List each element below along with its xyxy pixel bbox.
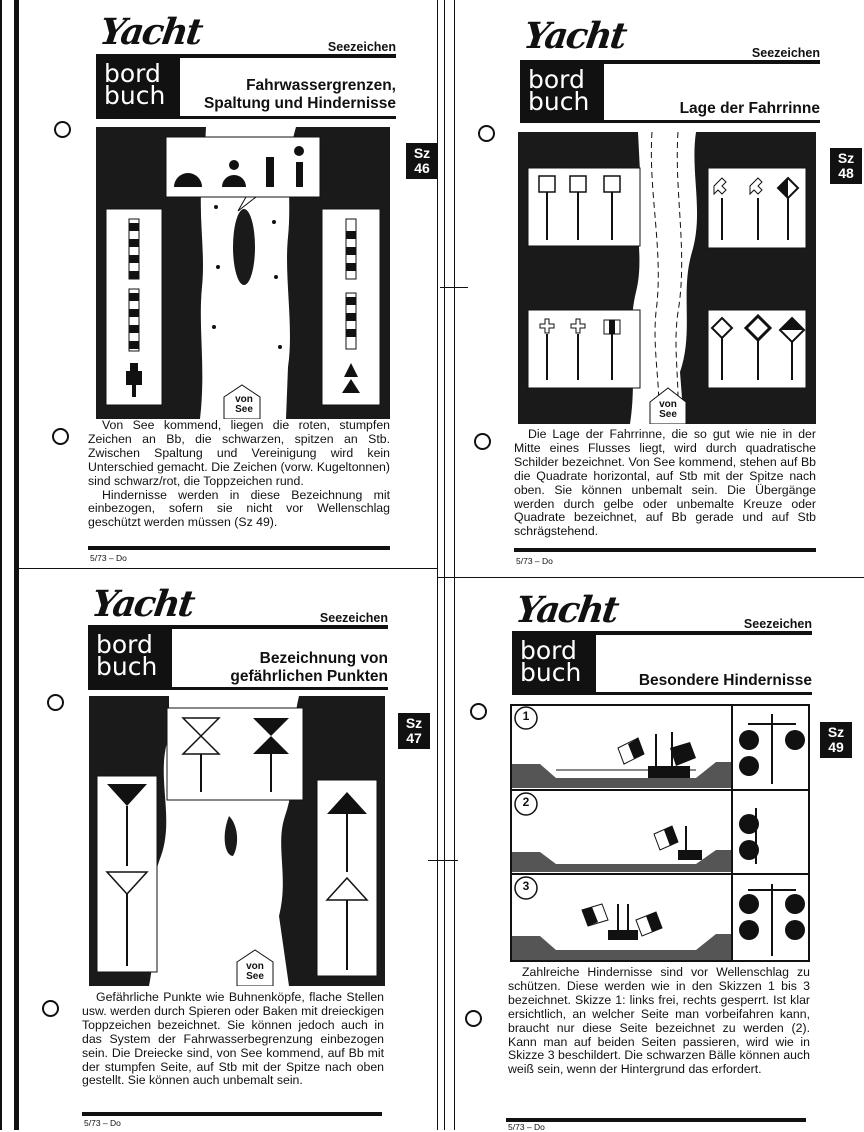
body-text bbox=[82, 991, 384, 1088]
card-title bbox=[172, 650, 388, 686]
bordbuch-box bbox=[520, 64, 604, 122]
book-line1: bord bbox=[96, 630, 153, 659]
page-divider-right2 bbox=[454, 0, 455, 1130]
footer-rule bbox=[506, 1118, 806, 1122]
figure-label-line1: von bbox=[246, 961, 264, 972]
tag-number: 48 bbox=[838, 165, 854, 181]
card-tag bbox=[820, 722, 852, 758]
punch-hole bbox=[47, 694, 64, 711]
body-paragraph: Die Lage der Fahrrinne, die so gut wie nie in der Mitte eines Flusses liegt, wird durch quadratische Schilder bezeichnet. Von See kommend, stehen auf Bb die Quadrate horizontal, auf Stb mit der Spitze nach oben. Sie können unbemalt sein. Die Übergänge werden durch gelbe oder unbemalte Kreuze oder Quadrate bezeichnet, auf Bb gerade und auf Stb schrägstehend. bbox=[514, 427, 816, 539]
figure-label bbox=[230, 395, 258, 415]
figure-special-obstacles bbox=[510, 704, 810, 962]
punch-hole bbox=[474, 433, 491, 450]
brand-logo: Yacht bbox=[521, 15, 628, 57]
bordbuch-box bbox=[512, 635, 596, 693]
book-line2: buch bbox=[96, 652, 158, 681]
book-line2: buch bbox=[528, 87, 590, 116]
title-line1: Bezeichnung von bbox=[259, 650, 388, 667]
scan-left-edge bbox=[0, 0, 2, 1130]
card-title bbox=[598, 672, 812, 690]
section-label: Seezeichen bbox=[751, 46, 820, 60]
footer-rule bbox=[514, 548, 816, 552]
bordbuch-box bbox=[88, 629, 172, 687]
figure-dangerous-points bbox=[89, 696, 385, 986]
cut-mark bbox=[440, 287, 468, 288]
section-label: Seezeichen bbox=[743, 617, 812, 631]
punch-hole bbox=[465, 1010, 482, 1027]
punch-hole bbox=[470, 703, 487, 720]
title-line1: Fahrwassergrenzen, bbox=[246, 77, 396, 94]
footer-code: 5/73 – Do bbox=[90, 553, 127, 563]
book-line1: bord bbox=[520, 636, 577, 665]
card-title bbox=[606, 100, 820, 118]
tag-prefix: Sz bbox=[405, 715, 423, 731]
scan-binding-strip bbox=[14, 0, 19, 1130]
figure-label-line2: See bbox=[246, 971, 264, 982]
book-line1: bord bbox=[104, 59, 161, 88]
title-line2: gefährlichen Punkten bbox=[230, 668, 388, 685]
book-line1: bord bbox=[528, 65, 585, 94]
tag-number: 49 bbox=[828, 739, 844, 755]
title-rule bbox=[520, 120, 820, 123]
punch-hole bbox=[52, 428, 69, 445]
card-tag bbox=[398, 713, 430, 749]
title-rule bbox=[88, 687, 388, 690]
brand-logo: Yacht bbox=[513, 589, 620, 631]
figure-label-line2: See bbox=[235, 404, 253, 415]
tag-number: 46 bbox=[414, 160, 430, 176]
body-paragraph: Zahlreiche Hindernisse sind vor Wellenschlag zu schützen. Diese werden wie in den Skizzen 1 bis 3 bezeichnet. Skizze 1: links frei, rechts gesperrt. Ist klar ersichtlich, an welcher Seite man vorbeifahren kann, braucht nur diese Seite bezeichnet zu werden (2). Kann man auf beiden Seiten passieren, wird wie in Skizze 3 beschildert. Die schwarzen Bälle können auch weiß sein, wenn der Hintergrund das erfordert. bbox=[508, 965, 810, 1077]
section-label: Seezeichen bbox=[327, 40, 396, 54]
footer-code: 5/73 – Do bbox=[508, 1122, 545, 1132]
footer-rule bbox=[82, 1112, 382, 1116]
body-paragraph: Hindernisse werden in diese Bezeichnung mit einbezogen, sofern sie nicht vor Wellenschlag geschützt werden müssen (Sz 49). bbox=[88, 487, 390, 530]
body-paragraph: Von See kommend, liegen die roten, stumpfen Zeichen an Bb, die schwarzen, spitzen an Stb. Zwischen Spaltung und Vereinigung wird kein Unterschied gemacht. Die Zeichen (vorw. Kugeltonnen) sind schwarz/rot, die Toppzeichen rund. bbox=[88, 418, 390, 488]
punch-hole bbox=[478, 125, 495, 142]
title-rule bbox=[96, 116, 396, 119]
figure-channel-limits bbox=[96, 127, 390, 419]
book-line2: buch bbox=[104, 81, 166, 110]
tag-prefix: Sz bbox=[413, 145, 431, 161]
punch-hole bbox=[42, 1000, 59, 1017]
card-tag bbox=[830, 148, 862, 184]
figure-fairway-position bbox=[518, 132, 816, 424]
brand-logo: Yacht bbox=[89, 583, 196, 625]
footer-code: 5/73 – Do bbox=[516, 556, 553, 566]
punch-hole bbox=[54, 121, 71, 138]
horizontal-divider-right bbox=[438, 577, 864, 578]
bordbuch-box bbox=[96, 58, 180, 116]
sketch-number: 3 bbox=[522, 879, 530, 893]
title-line1: Lage der Fahrrinne bbox=[679, 100, 820, 117]
title-line1: Besondere Hindernisse bbox=[638, 672, 812, 689]
body-text bbox=[514, 428, 816, 539]
figure-label bbox=[241, 962, 269, 982]
book-line2: buch bbox=[520, 658, 582, 687]
title-line2: Spaltung und Hindernisse bbox=[203, 95, 396, 112]
horizontal-divider-left bbox=[14, 568, 438, 569]
sketch-number: 1 bbox=[522, 709, 530, 723]
card-tag bbox=[406, 143, 438, 179]
tag-prefix: Sz bbox=[827, 724, 845, 740]
tag-prefix: Sz bbox=[837, 150, 855, 166]
figure-label bbox=[654, 400, 682, 420]
body-text bbox=[508, 966, 810, 1077]
figure-label-line1: von bbox=[659, 399, 677, 410]
body-paragraph: Gefährliche Punkte wie Buhnenköpfe, flache Stellen usw. werden durch Spieren oder Baken mit dreieckigen Toppzeichen bezeichnet. Sie können jedoch auch in das System der Fahrwasserbegrenzung einbezogen sein. Die Dreiecke sind, von See kommend, auf Bb mit der stumpfen Seite, auf Stb mit der Spitze nach oben gestellt. Sie können auch unbemalt sein. bbox=[82, 990, 384, 1088]
section-label: Seezeichen bbox=[319, 611, 388, 625]
figure-label-line2: See bbox=[659, 409, 677, 420]
tag-number: 47 bbox=[406, 730, 422, 746]
footer-code: 5/73 – Do bbox=[84, 1118, 121, 1128]
figure-label-line1: von bbox=[235, 394, 253, 405]
brand-logo: Yacht bbox=[97, 11, 204, 53]
body-text bbox=[88, 419, 390, 530]
card-title bbox=[180, 77, 396, 113]
page-divider-right bbox=[444, 0, 445, 1130]
footer-rule bbox=[88, 546, 390, 550]
cut-mark bbox=[428, 860, 458, 861]
title-rule bbox=[512, 692, 812, 695]
sketch-number: 2 bbox=[522, 795, 530, 809]
